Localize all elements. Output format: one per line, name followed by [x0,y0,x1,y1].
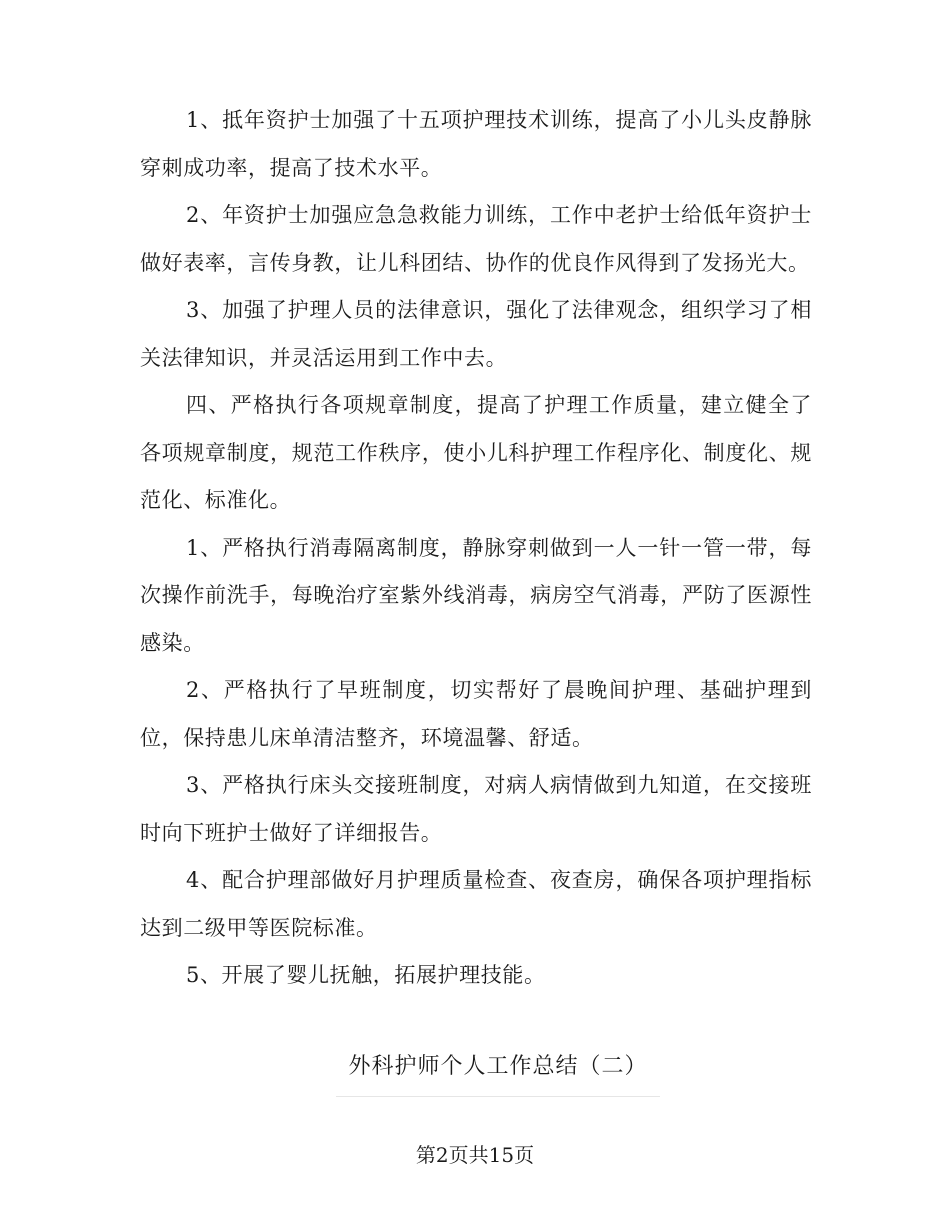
section-heading: 外科护师个人工作总结（二） [348,1054,648,1079]
page-footer: 第2页共15页 [415,1143,535,1167]
document-body [140,97,812,1000]
paragraph-9: 5、开展了婴儿抚触，拓展护理技能。 [186,963,546,987]
paragraph-5: 1、严格执行消毒隔离制度，静脉穿刺做到一人一针一管一带，每次操作前洗手，每晚治疗室紫外线消毒，病房空气消毒，严防了医源性感染。 [140,535,812,655]
paragraph-3: 3、加强了护理人员的法律意识，强化了法律观念，组织学习了相关法律知识，并灵活运用到工作中去。 [140,298,812,370]
paragraph-7: 3、严格执行床头交接班制度，对病人病情做到九知道，在交接班时向下班护士做好了详细报告。 [140,773,812,845]
paragraph-2: 2、年资护士加强应急急救能力训练，工作中老护士给低年资护士做好表率，言传身教，让儿科团结、协作的优良作风得到了发扬光大。 [140,203,812,275]
paragraph-4: 四、严格执行各项规章制度，提高了护理工作质量，建立健全了各项规章制度，规范工作秩序，使小儿科护理工作程序化、制度化、规范化、标准化。 [140,393,812,512]
paragraph-6: 2、严格执行了早班制度，切实帮好了晨晚间护理、基础护理到位，保持患儿床单清洁整齐，环境温馨、舒适。 [140,678,812,750]
heading-divider [336,1096,660,1097]
paragraph-8: 4、配合护理部做好月护理质量检查、夜查房，确保各项护理指标达到二级甲等医院标准。 [140,868,812,940]
paragraph-1: 1、抵年资护士加强了十五项护理技术训练，提高了小儿头皮静脉穿刺成功率，提高了技术水平。 [140,108,812,180]
